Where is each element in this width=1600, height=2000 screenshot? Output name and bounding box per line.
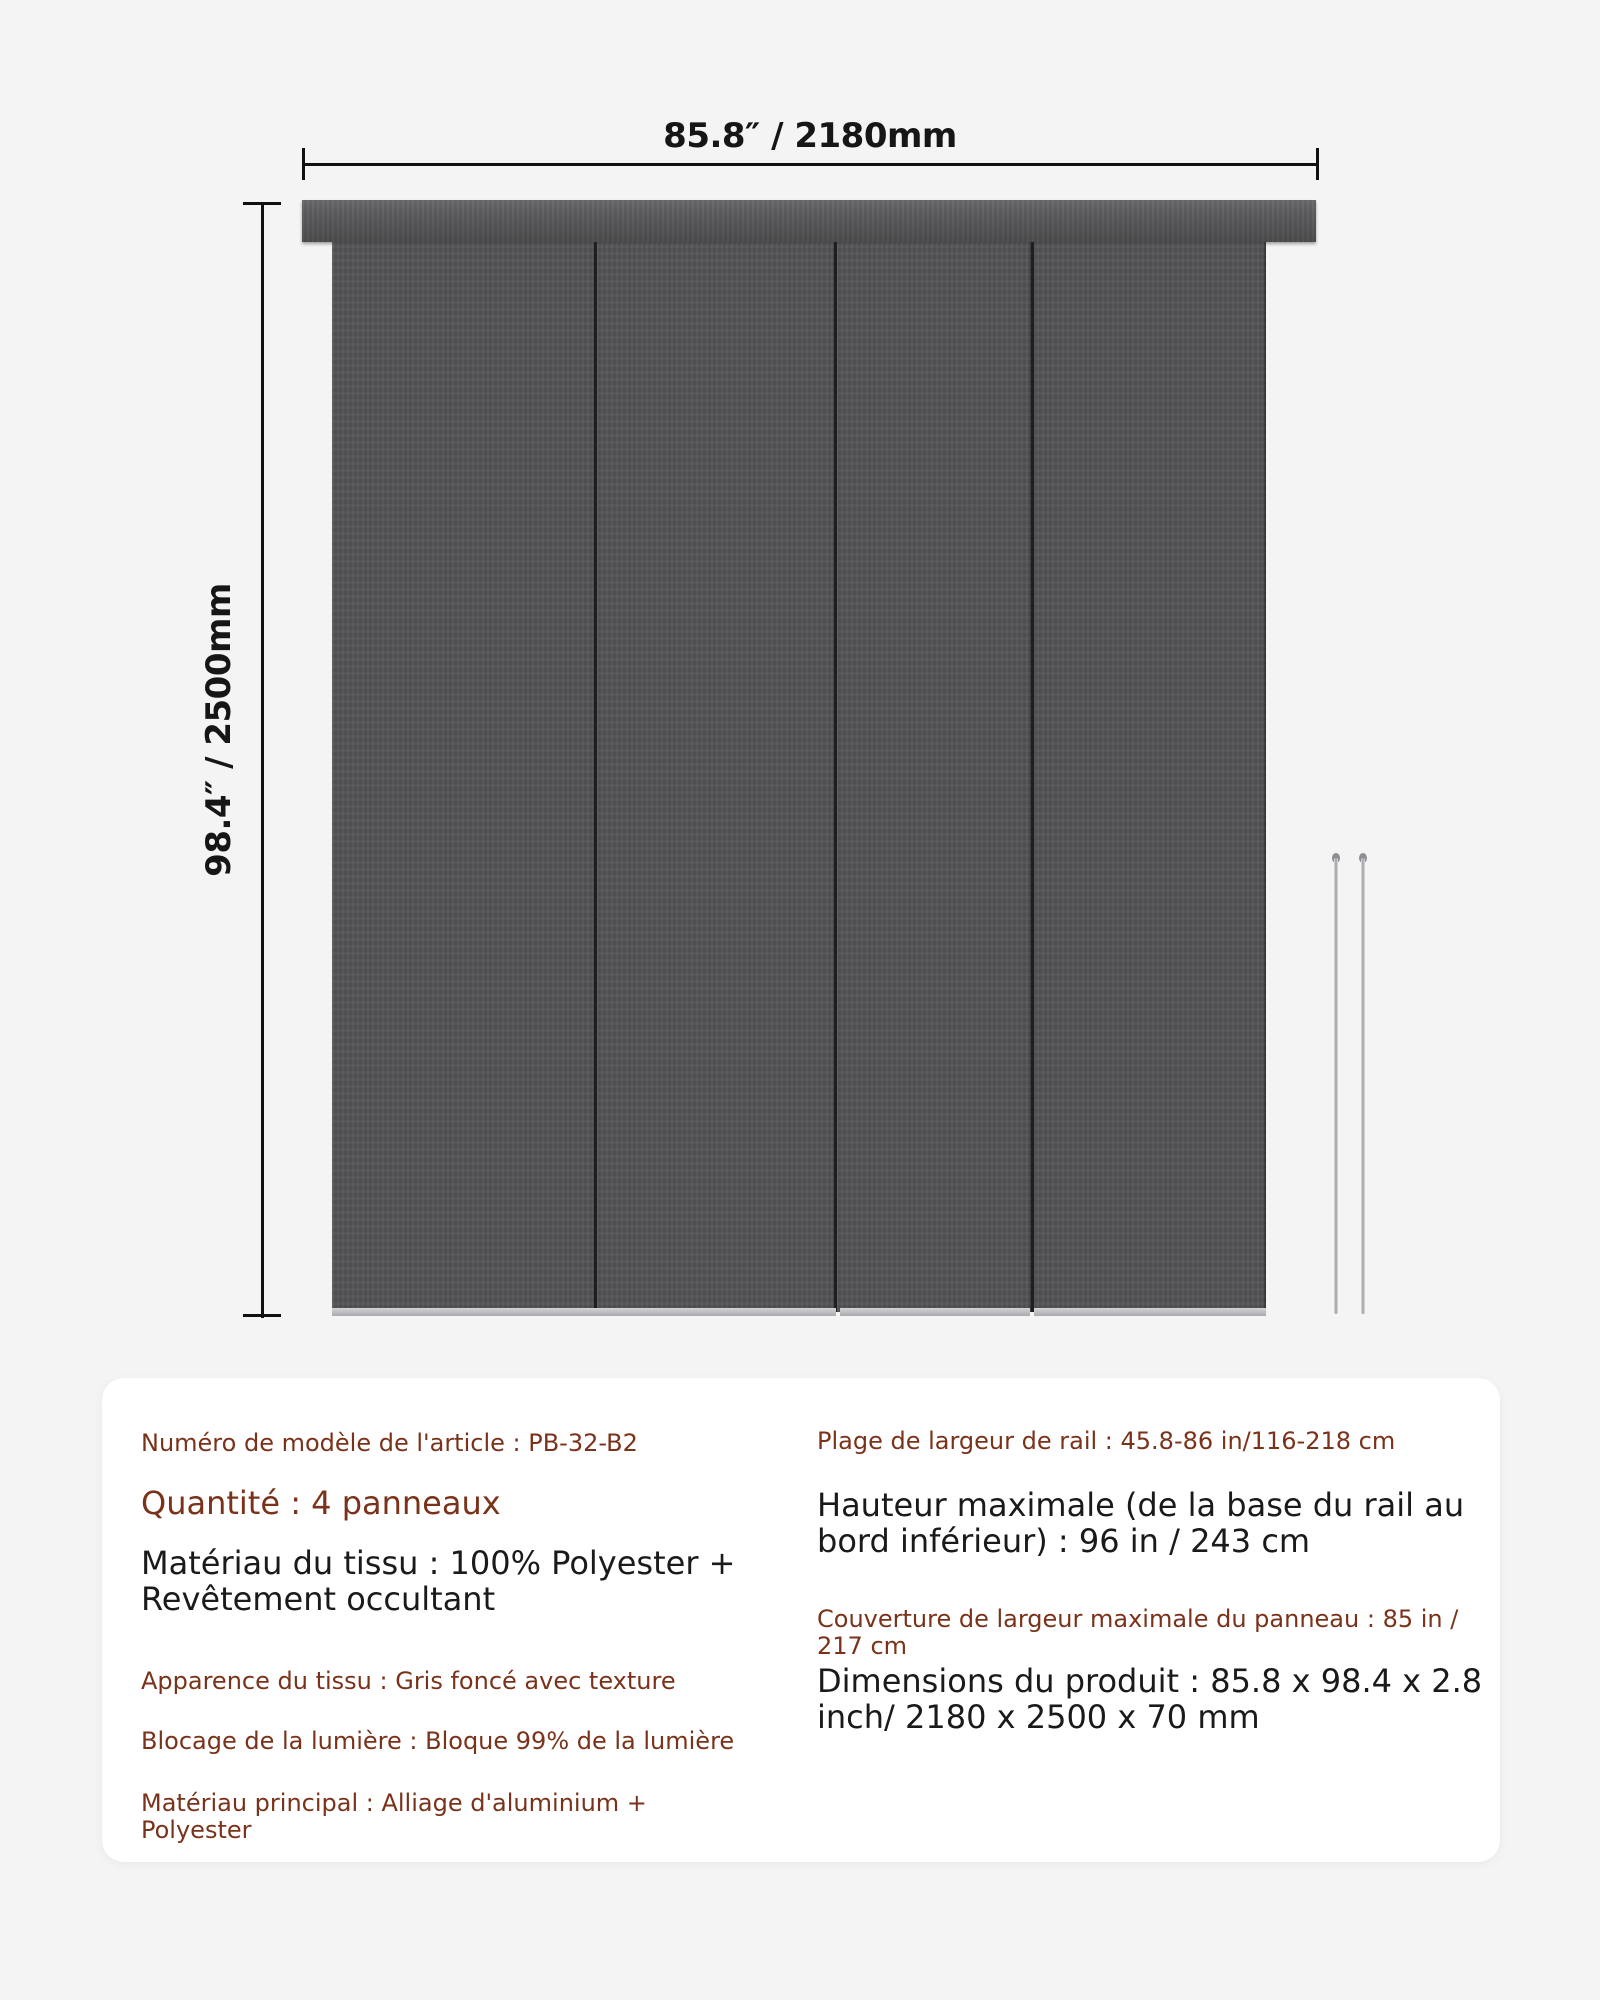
bottom-weight-bar	[840, 1308, 1030, 1316]
fabric-panel-4	[1032, 242, 1266, 1312]
fabric-panel-3	[836, 242, 1032, 1312]
panel-seam	[1031, 242, 1034, 1312]
spec-quantity: Quantité : 4 panneaux	[141, 1484, 501, 1522]
spec-fabric-appearance: Apparence du tissu : Gris foncé avec texture	[141, 1667, 676, 1695]
height-dimension-line	[261, 202, 264, 1318]
height-dimension-label: 98.4″ / 2500mm	[199, 583, 239, 877]
bottom-weight-bar	[332, 1308, 594, 1316]
height-dimension-tick-bottom	[243, 1314, 281, 1317]
width-dimension-tick-left	[302, 148, 305, 180]
fabric-panel-2	[596, 242, 836, 1312]
control-wand	[1334, 858, 1338, 1314]
control-wand	[1361, 858, 1365, 1314]
spec-model-number: Numéro de modèle de l'article : PB-32-B2	[141, 1429, 638, 1457]
specifications-card	[102, 1378, 1500, 1862]
height-dimension-tick-top	[243, 202, 281, 205]
spec-light-blocking: Blocage de la lumière : Bloque 99% de la lumière	[141, 1727, 735, 1755]
spec-max-panel-coverage: Couverture de largeur maximale du panneau : 85 in / 217 cm	[817, 1605, 1459, 1660]
width-dimension-line	[302, 163, 1318, 166]
spec-main-material: Matériau principal : Alliage d'aluminium + Polyester	[141, 1789, 647, 1844]
width-dimension-label: 85.8″ / 2180mm	[663, 116, 957, 156]
spec-product-dimensions: Dimensions du produit : 85.8 x 98.4 x 2.8 inch/ 2180 x 2500 x 70 mm	[817, 1662, 1483, 1736]
headrail	[302, 200, 1316, 242]
panel-seam	[834, 242, 837, 1312]
bottom-weight-bar	[580, 1308, 836, 1316]
bottom-weight-bar	[1034, 1308, 1266, 1316]
spec-max-height: Hauteur maximale (de la base du rail au bord inférieur) : 96 in / 243 cm	[817, 1486, 1465, 1560]
spec-rail-width-range: Plage de largeur de rail : 45.8-86 in/116-218 cm	[817, 1427, 1396, 1455]
panel-seam	[594, 242, 597, 1312]
fabric-panel-1	[332, 242, 596, 1312]
spec-fabric-material: Matériau du tissu : 100% Polyester + Revêtement occultant	[141, 1544, 736, 1618]
width-dimension-tick-right	[1316, 148, 1319, 180]
